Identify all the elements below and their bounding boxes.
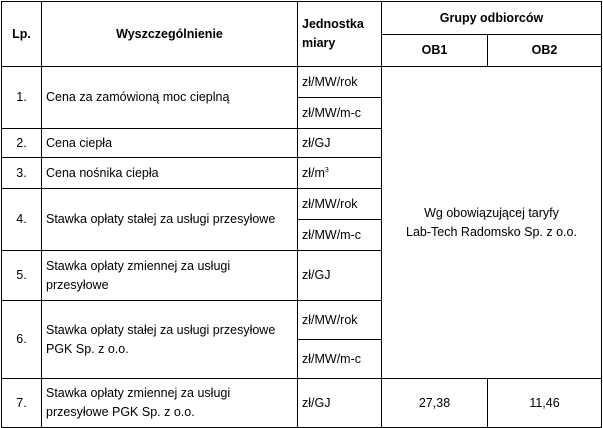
row-unit: zł/GJ	[298, 129, 382, 158]
row-name: Cena ciepła	[42, 129, 298, 158]
row-unit: zł/GJ	[298, 251, 382, 301]
row-name: Cena za zamówioną moc cieplną	[42, 67, 298, 129]
value-ob1: 27,38	[382, 379, 488, 428]
merged-tariff-note	[382, 67, 602, 379]
unit-superscript: 3	[324, 166, 329, 174]
row-lp: 2.	[2, 129, 42, 158]
header-unit	[298, 2, 382, 67]
row-unit: zł/MW/rok	[298, 189, 382, 220]
row-name: Cena nośnika ciepła	[42, 158, 298, 189]
header-unit-line1: Jednostka	[302, 17, 364, 31]
header-unit-line2: miary	[302, 36, 336, 50]
row-unit: zł/GJ	[298, 379, 382, 428]
row-lp: 6.	[2, 301, 42, 379]
merged-note-line2: Lab-Tech Radomsko Sp. z o.o.	[406, 224, 577, 239]
row-name: Stawka opłaty zmiennej za usługi przesyłowe	[42, 251, 298, 301]
row-unit: zł/MW/m-c	[298, 340, 382, 379]
tariff-table	[1, 1, 602, 428]
header-groups: Grupy odbiorców	[382, 2, 602, 35]
header-ob2: OB2	[488, 35, 602, 67]
row-name: Stawka opłaty stałej za usługi przesyłowe PGK Sp. z o.o.	[42, 301, 298, 379]
row-lp: 7.	[2, 379, 42, 428]
row-lp: 3.	[2, 158, 42, 189]
header-item: Wyszczególnienie	[42, 2, 298, 67]
row-unit	[298, 158, 382, 189]
row-lp: 4.	[2, 189, 42, 251]
table-row	[2, 379, 602, 428]
row-lp: 1.	[2, 67, 42, 129]
value-ob2: 11,46	[488, 379, 602, 428]
row-name: Stawka opłaty stałej za usługi przesyłowe	[42, 189, 298, 251]
unit-base: zł/m	[302, 165, 325, 180]
row-name: Stawka opłaty zmiennej za usługi przesyłowe PGK Sp. z o.o.	[42, 379, 298, 428]
row-unit: zł/MW/m-c	[298, 220, 382, 251]
merged-note-line1: Wg obowiązującej taryfy	[424, 205, 559, 220]
row-unit: zł/MW/m-c	[298, 98, 382, 129]
row-unit: zł/MW/rok	[298, 301, 382, 340]
header-lp: Lp.	[2, 2, 42, 67]
table-row	[2, 67, 602, 98]
row-lp: 5.	[2, 251, 42, 301]
row-unit: zł/MW/rok	[298, 67, 382, 98]
header-ob1: OB1	[382, 35, 488, 67]
